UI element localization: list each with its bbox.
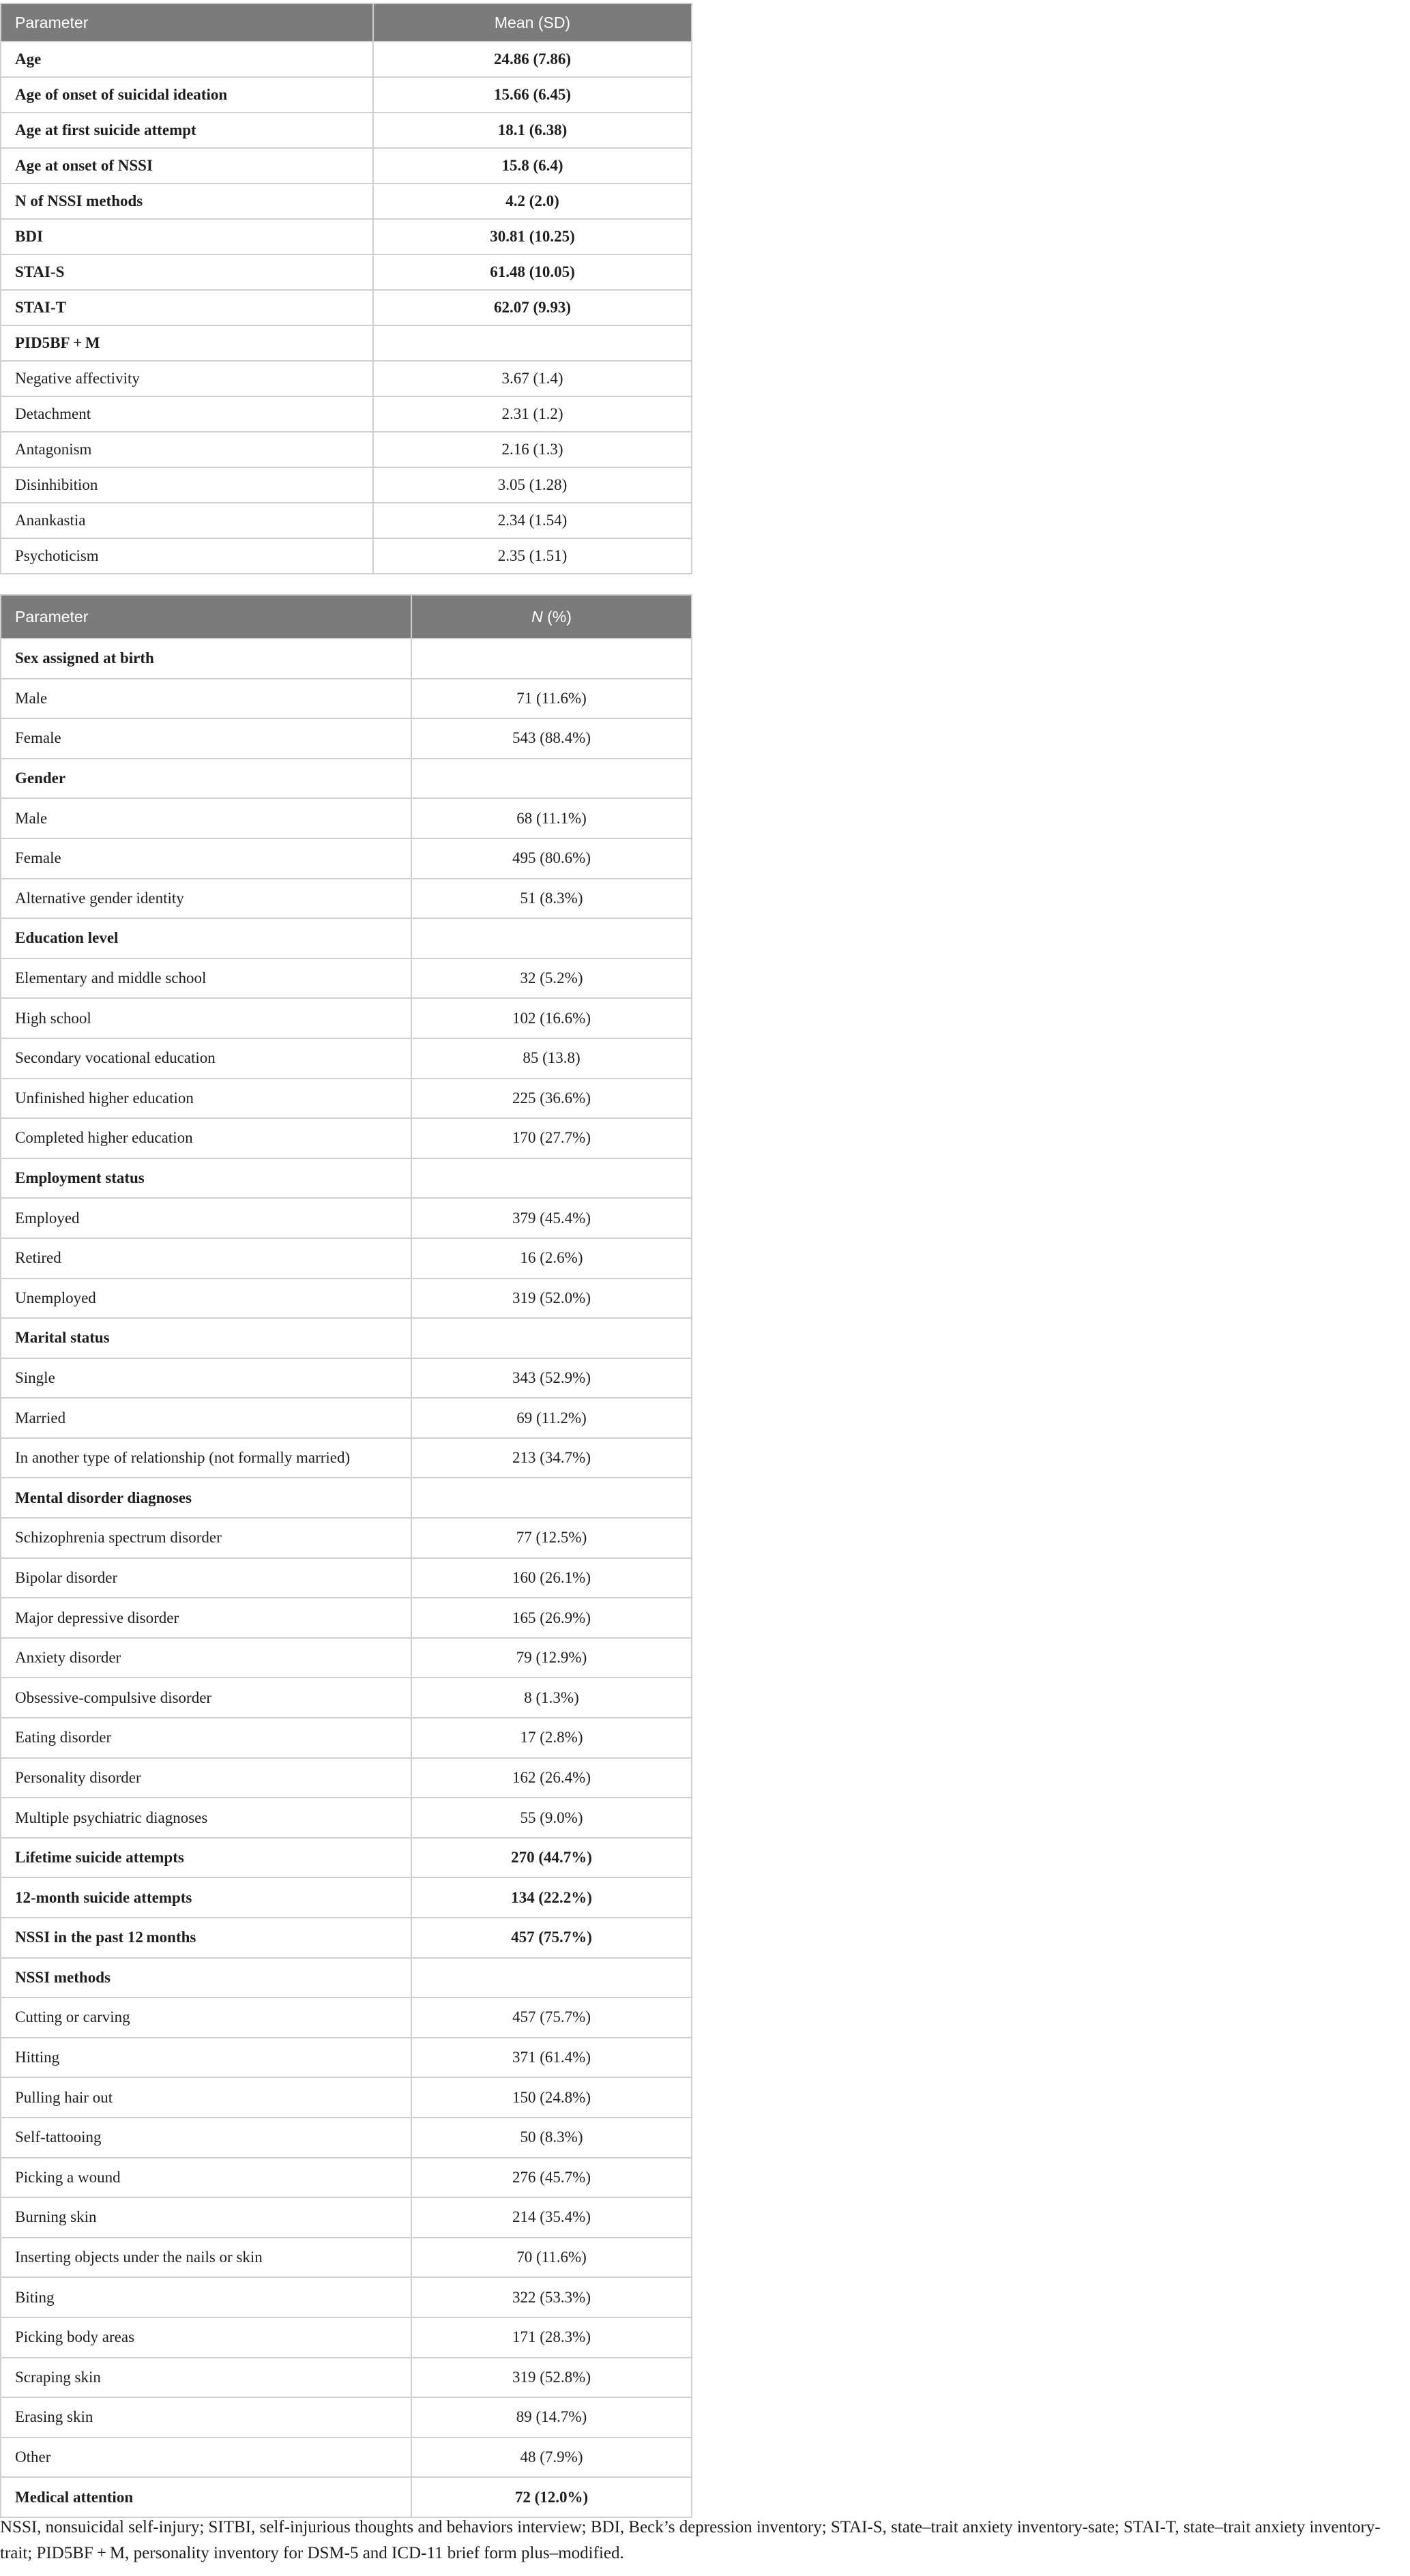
table-body	[1, 639, 692, 2517]
table-row	[1, 1838, 692, 1878]
table-row	[1, 2277, 692, 2317]
row-label: Anxiety disorder	[1, 1638, 411, 1678]
row-value: 16 (2.6%)	[411, 1238, 692, 1278]
section-row	[1, 1158, 692, 1199]
row-label: Gender	[1, 759, 411, 799]
row-value: 70 (11.6%)	[411, 2238, 692, 2278]
row-value	[411, 918, 692, 958]
table-row	[1, 1238, 692, 1278]
row-label: Major depressive disorder	[1, 1598, 411, 1638]
row-label: STAI-T	[1, 290, 373, 325]
row-label: Male	[1, 679, 411, 719]
row-label: In another type of relationship (not formally married)	[1, 1438, 411, 1478]
table-row	[1, 718, 692, 759]
table-row	[1, 503, 692, 538]
section-row	[1, 1478, 692, 1518]
row-value: 2.34 (1.54)	[373, 503, 692, 538]
row-value: 379 (45.4%)	[411, 1198, 692, 1238]
row-value: 51 (8.3%)	[411, 879, 692, 919]
table-row	[1, 1718, 692, 1758]
row-value: 4.2 (2.0)	[373, 184, 692, 219]
row-value: 61.48 (10.05)	[373, 254, 692, 290]
table-row	[1, 1518, 692, 1558]
table-row	[1, 1798, 692, 1838]
table-row	[1, 1079, 692, 1119]
row-label: Psychoticism	[1, 538, 373, 574]
row-label: NSSI in the past 12 months	[1, 1918, 411, 1958]
row-label: Pulling hair out	[1, 2077, 411, 2118]
row-value: 62.07 (9.93)	[373, 290, 692, 325]
row-label: Hitting	[1, 2038, 411, 2078]
row-value: 170 (27.7%)	[411, 1118, 692, 1158]
row-label: Alternative gender identity	[1, 879, 411, 919]
table-row	[1, 2238, 692, 2278]
header-n: N	[531, 607, 543, 626]
row-label: Married	[1, 1398, 411, 1438]
row-label: Marital status	[1, 1318, 411, 1358]
row-value: 160 (26.1%)	[411, 1558, 692, 1598]
row-label: Retired	[1, 1238, 411, 1278]
table-row	[1, 1638, 692, 1678]
row-value: 2.31 (1.2)	[373, 396, 692, 432]
row-label: Obsessive-compulsive disorder	[1, 1678, 411, 1718]
table-row	[1, 77, 692, 113]
row-label: Age at first suicide attempt	[1, 113, 373, 148]
table-row	[1, 396, 692, 432]
table-row	[1, 538, 692, 574]
row-value: 276 (45.7%)	[411, 2158, 692, 2198]
row-label: Cutting or carving	[1, 1997, 411, 2038]
row-value: 18.1 (6.38)	[373, 113, 692, 148]
row-value	[373, 325, 692, 361]
section-row	[1, 1958, 692, 1998]
row-value: 3.67 (1.4)	[373, 361, 692, 396]
row-label: Erasing skin	[1, 2397, 411, 2438]
row-label: Biting	[1, 2277, 411, 2317]
row-value	[411, 1318, 692, 1358]
row-value: 319 (52.0%)	[411, 1278, 692, 1319]
row-value: 171 (28.3%)	[411, 2317, 692, 2358]
table-row	[1, 1198, 692, 1238]
row-label: Elementary and middle school	[1, 958, 411, 999]
table-row	[1, 1558, 692, 1598]
table-row	[1, 1038, 692, 1079]
row-value: 225 (36.6%)	[411, 1079, 692, 1119]
table-row	[1, 2077, 692, 2118]
table-row	[1, 2397, 692, 2438]
row-value	[411, 639, 692, 679]
table-row	[1, 1118, 692, 1158]
row-label: Lifetime suicide attempts	[1, 1838, 411, 1878]
row-value: 69 (11.2%)	[411, 1398, 692, 1438]
table-row	[1, 1398, 692, 1438]
table-row	[1, 432, 692, 467]
row-label: Eating disorder	[1, 1718, 411, 1758]
row-value	[411, 1478, 692, 1518]
row-label: NSSI methods	[1, 1958, 411, 1998]
row-value: 2.16 (1.3)	[373, 432, 692, 467]
row-value: 270 (44.7%)	[411, 1838, 692, 1878]
row-value: 79 (12.9%)	[411, 1638, 692, 1678]
row-label: Medical attention	[1, 2477, 411, 2517]
row-label: Age at onset of NSSI	[1, 148, 373, 184]
row-label: Picking a wound	[1, 2158, 411, 2198]
table-row	[1, 219, 692, 254]
table-body	[1, 42, 692, 574]
row-label: Schizophrenia spectrum disorder	[1, 1518, 411, 1558]
row-value: 24.86 (7.86)	[373, 42, 692, 77]
table-row	[1, 290, 692, 325]
row-value: 71 (11.6%)	[411, 679, 692, 719]
row-value: 162 (26.4%)	[411, 1758, 692, 1798]
row-value: 77 (12.5%)	[411, 1518, 692, 1558]
row-label: PID5BF + M	[1, 325, 373, 361]
table-row	[1, 2477, 692, 2517]
row-value: 3.05 (1.28)	[373, 467, 692, 503]
table-row	[1, 1877, 692, 1918]
row-label: High school	[1, 998, 411, 1038]
row-value: 495 (80.6%)	[411, 838, 692, 879]
row-label: BDI	[1, 219, 373, 254]
table-means	[0, 3, 692, 574]
header-parameter: Parameter	[1, 595, 411, 639]
section-row	[1, 1318, 692, 1358]
row-value: 165 (26.9%)	[411, 1598, 692, 1638]
table-row	[1, 148, 692, 184]
table-row	[1, 2438, 692, 2478]
row-value: 72 (12.0%)	[411, 2477, 692, 2517]
table-row	[1, 2317, 692, 2358]
table-row	[1, 879, 692, 919]
table-row	[1, 1278, 692, 1319]
row-label: Picking body areas	[1, 2317, 411, 2358]
row-label: Multiple psychiatric diagnoses	[1, 1798, 411, 1838]
table-row	[1, 254, 692, 290]
row-value: 214 (35.4%)	[411, 2197, 692, 2238]
row-value: 50 (8.3%)	[411, 2118, 692, 2158]
row-label: Self-tattooing	[1, 2118, 411, 2158]
table-frequencies	[0, 594, 692, 2518]
row-value: 85 (13.8)	[411, 1038, 692, 1079]
row-label: Anankastia	[1, 503, 373, 538]
table-row	[1, 679, 692, 719]
row-label: Sex assigned at birth	[1, 639, 411, 679]
row-label: Other	[1, 2438, 411, 2478]
header-mean-sd: Mean (SD)	[373, 3, 692, 42]
table-row	[1, 42, 692, 77]
table-row	[1, 2197, 692, 2238]
row-value: 30.81 (10.25)	[373, 219, 692, 254]
row-label: Age of onset of suicidal ideation	[1, 77, 373, 113]
row-label: Female	[1, 718, 411, 759]
table-row	[1, 1358, 692, 1399]
table-row	[1, 2038, 692, 2078]
row-value	[411, 1958, 692, 1998]
section-row	[1, 918, 692, 958]
table-row	[1, 1758, 692, 1798]
row-label: STAI-S	[1, 254, 373, 290]
row-label: N of NSSI methods	[1, 184, 373, 219]
row-label: Single	[1, 1358, 411, 1399]
row-value: 48 (7.9%)	[411, 2438, 692, 2478]
row-value: 2.35 (1.51)	[373, 538, 692, 574]
row-value: 343 (52.9%)	[411, 1358, 692, 1399]
table-row	[1, 998, 692, 1038]
row-label: Negative affectivity	[1, 361, 373, 396]
section-row	[1, 759, 692, 799]
row-value: 102 (16.6%)	[411, 998, 692, 1038]
row-label: Education level	[1, 918, 411, 958]
row-value: 150 (24.8%)	[411, 2077, 692, 2118]
table-header-row	[1, 595, 692, 639]
table-row	[1, 958, 692, 999]
section-row	[1, 325, 692, 361]
row-value: 15.66 (6.45)	[373, 77, 692, 113]
row-value: 8 (1.3%)	[411, 1678, 692, 1718]
table-row	[1, 113, 692, 148]
row-value: 543 (88.4%)	[411, 718, 692, 759]
row-label: Personality disorder	[1, 1758, 411, 1798]
row-value: 89 (14.7%)	[411, 2397, 692, 2438]
header-n-percent	[411, 595, 692, 639]
table-row	[1, 1438, 692, 1478]
row-label: Scraping skin	[1, 2358, 411, 2398]
row-value: 68 (11.1%)	[411, 798, 692, 838]
row-label: Mental disorder diagnoses	[1, 1478, 411, 1518]
table-row	[1, 1678, 692, 1718]
table-row	[1, 467, 692, 503]
row-value: 322 (53.3%)	[411, 2277, 692, 2317]
row-label: Employment status	[1, 1158, 411, 1199]
row-value: 32 (5.2%)	[411, 958, 692, 999]
row-value: 15.8 (6.4)	[373, 148, 692, 184]
table-row	[1, 838, 692, 879]
row-value: 457 (75.7%)	[411, 1918, 692, 1958]
table-row	[1, 1918, 692, 1958]
row-label: Bipolar disorder	[1, 1558, 411, 1598]
row-value: 457 (75.7%)	[411, 1997, 692, 2038]
table-footnote: NSSI, nonsuicidal self-injury; SITBI, self-injurious thoughts and behaviors interview; BDI, Beck’s depression inventory; STAI-S, state–trait anxiety inventory-sate; STAI-T, state–trait anxiety inventory-trait; PID5BF + M, personality inventory for DSM-5 and ICD-11 brief form plus–modified.	[0, 2518, 1381, 2562]
row-label: Burning skin	[1, 2197, 411, 2238]
header-pct: (%)	[542, 607, 572, 626]
table-row	[1, 2118, 692, 2158]
row-label: Female	[1, 838, 411, 879]
row-label: Male	[1, 798, 411, 838]
table-row	[1, 1598, 692, 1638]
row-value	[411, 759, 692, 799]
row-label: Unfinished higher education	[1, 1079, 411, 1119]
row-label: Antagonism	[1, 432, 373, 467]
row-label: 12-month suicide attempts	[1, 1877, 411, 1918]
row-value: 319 (52.8%)	[411, 2358, 692, 2398]
table-row	[1, 2158, 692, 2198]
row-value: 371 (61.4%)	[411, 2038, 692, 2078]
row-label: Completed higher education	[1, 1118, 411, 1158]
table-row	[1, 1997, 692, 2038]
row-value: 17 (2.8%)	[411, 1718, 692, 1758]
table-row	[1, 184, 692, 219]
row-value: 134 (22.2%)	[411, 1877, 692, 1918]
row-label: Employed	[1, 1198, 411, 1238]
row-label: Age	[1, 42, 373, 77]
row-label: Secondary vocational education	[1, 1038, 411, 1079]
row-value	[411, 1158, 692, 1199]
table-row	[1, 361, 692, 396]
table-header-row	[1, 3, 692, 42]
row-label: Unemployed	[1, 1278, 411, 1319]
row-value: 55 (9.0%)	[411, 1798, 692, 1838]
row-label: Disinhibition	[1, 467, 373, 503]
section-row	[1, 639, 692, 679]
row-label: Inserting objects under the nails or skin	[1, 2238, 411, 2278]
table-row	[1, 2358, 692, 2398]
header-parameter: Parameter	[1, 3, 373, 42]
row-label: Detachment	[1, 396, 373, 432]
table-row	[1, 798, 692, 838]
row-value: 213 (34.7%)	[411, 1438, 692, 1478]
